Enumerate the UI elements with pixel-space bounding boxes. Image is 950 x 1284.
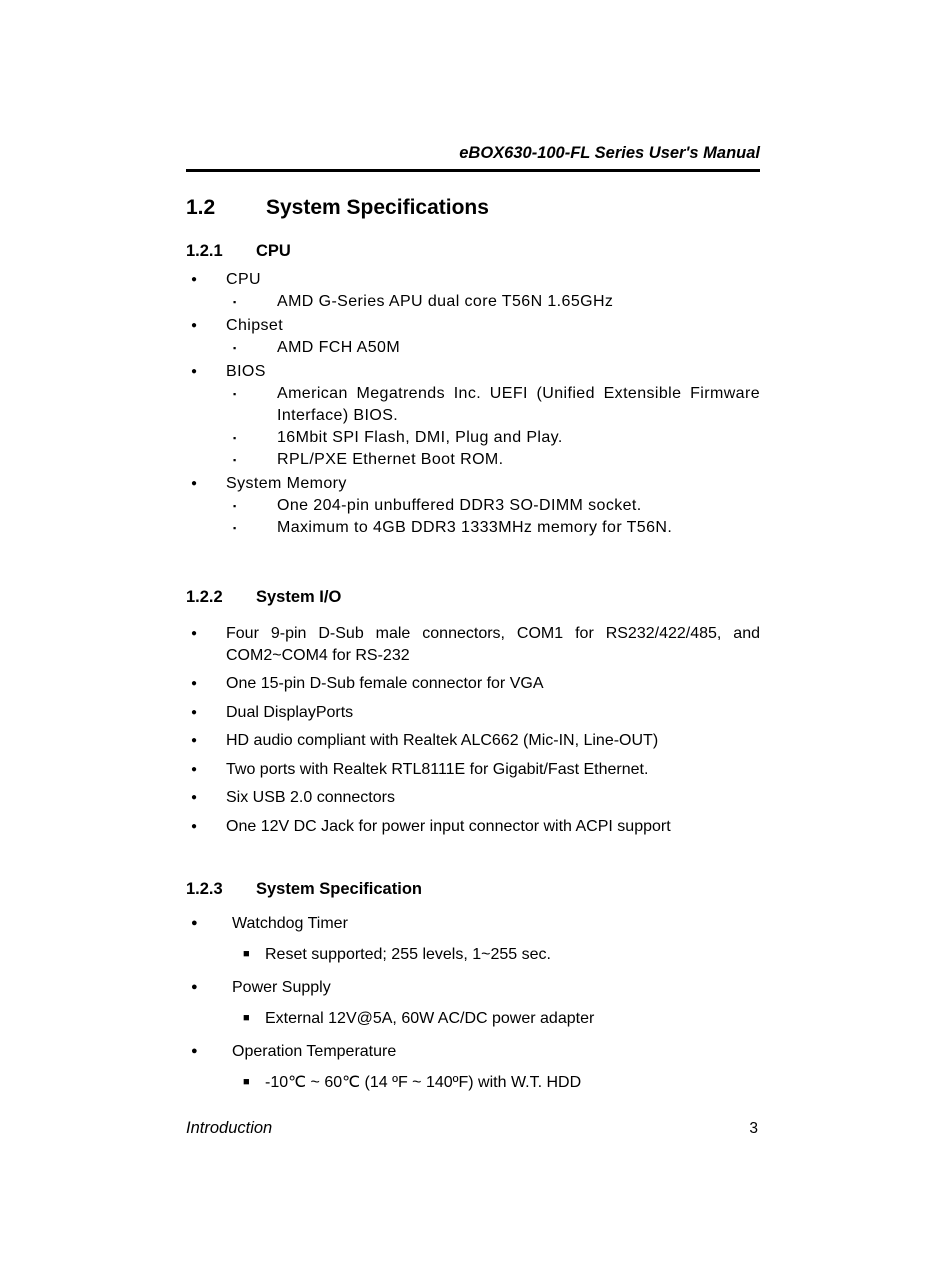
sub-list-item-text: One 204-pin unbuffered DDR3 SO-DIMM socket.	[277, 497, 642, 514]
list-item	[186, 361, 760, 383]
list-item-text: One 15-pin D-Sub female connector for VGA	[226, 675, 544, 692]
list-item-text: System Memory	[226, 475, 347, 492]
list-item-text: HD audio compliant with Realtek ALC662 (Mic-IN, Line-OUT)	[226, 732, 659, 749]
sub-list-item	[186, 1072, 760, 1093]
subsection-1.2.2	[186, 587, 760, 837]
list-item	[186, 759, 760, 781]
sub-list-item	[186, 383, 760, 427]
header-rule	[186, 169, 760, 172]
sub-list-item-text: Reset supported; 255 levels, 1~255 sec.	[265, 946, 551, 963]
list-item	[186, 702, 760, 724]
bullet-icon: ●	[191, 763, 198, 775]
sub-bullet-icon: ▪	[233, 343, 237, 353]
page-footer	[186, 1119, 758, 1138]
bullet-icon: ●	[191, 478, 198, 489]
bullet-icon: ●	[191, 628, 198, 639]
sub-bullet-icon: ▪	[233, 501, 237, 511]
sub-list-item-text: RPL/PXE Ethernet Boot ROM.	[277, 451, 504, 468]
subsection-1.2.1	[186, 241, 760, 539]
list-item	[186, 269, 760, 291]
subsection-1.2.3	[186, 879, 760, 1093]
bullet-icon: ●	[191, 274, 198, 285]
sub-list-item-text: External 12V@5A, 60W AC/DC power adapter	[265, 1010, 595, 1027]
bullet-icon: ●	[191, 678, 198, 689]
bullet-icon: ●	[191, 735, 198, 746]
sub-list-item-text: 16Mbit SPI Flash, DMI, Plug and Play.	[277, 429, 563, 446]
section-title-text: System Specifications	[266, 196, 489, 219]
sub-list-item	[186, 291, 760, 313]
subsection-number: 1.2.2	[186, 588, 223, 606]
section-number: 1.2	[186, 196, 216, 219]
list-item	[186, 1041, 760, 1062]
subsection-number: 1.2.1	[186, 242, 223, 260]
bullet-icon: ●	[191, 792, 198, 803]
sub-list-item	[186, 944, 760, 965]
sub-bullet-icon: ■	[243, 1076, 250, 1088]
subsection-title: CPU	[256, 242, 291, 260]
sub-list-item-text: AMD G-Series APU dual core T56N 1.65GHz	[277, 293, 614, 310]
sub-list-item	[186, 517, 760, 539]
sub-list-item-text: -10℃ ~ 60℃ (14 ºF ~ 140ºF) with W.T. HDD	[265, 1074, 582, 1091]
list-item-text: Operation Temperature	[232, 1043, 397, 1060]
bullet-icon: ●	[191, 320, 198, 331]
list-item-text: One 12V DC Jack for power input connector with ACPI support	[226, 817, 671, 835]
list-item	[186, 730, 760, 752]
list-item	[186, 913, 760, 934]
sub-bullet-icon: ▪	[233, 433, 237, 443]
sub-list-item	[186, 1008, 760, 1029]
subsection-title: System Specification	[256, 880, 422, 898]
bullet-icon: ●	[191, 917, 198, 929]
subsection-heading	[186, 241, 760, 261]
list-item-text: Dual DisplayPorts	[226, 703, 354, 721]
sub-list-item	[186, 449, 760, 471]
subsections	[186, 241, 760, 1093]
sub-list-item-text: American Megatrends Inc. UEFI (Unified Extensible Firmware Interface) BIOS.	[277, 385, 760, 424]
list-item-text: Power Supply	[232, 979, 331, 996]
sub-bullet-icon: ▪	[233, 523, 237, 533]
sub-list-item	[186, 337, 760, 359]
list-item-text: Four 9-pin D-Sub male connectors, COM1 for RS232/422/485, and COM2~COM4 for RS-232	[226, 625, 760, 664]
list-item-text: BIOS	[226, 363, 266, 380]
bullet-icon: ●	[191, 1045, 198, 1057]
page-number: 3	[749, 1120, 758, 1137]
bullet-icon: ●	[191, 706, 198, 718]
bullet-icon: ●	[191, 981, 198, 993]
list-item	[186, 977, 760, 998]
subsection-heading	[186, 587, 760, 607]
document-header: eBOX630-100-FL Series User's Manual	[459, 144, 760, 162]
list-item	[186, 816, 760, 838]
list-item-text: Chipset	[226, 317, 284, 334]
sub-bullet-icon: ■	[243, 1012, 250, 1024]
footer-chapter-label: Introduction	[186, 1119, 273, 1137]
sub-list-item-text: AMD FCH A50M	[277, 339, 401, 356]
list-item	[186, 787, 760, 809]
subsection-heading	[186, 879, 760, 899]
list-item	[186, 473, 760, 495]
subsection-title: System I/O	[256, 588, 342, 606]
sub-bullet-icon: ▪	[233, 297, 237, 307]
sub-bullet-icon: ■	[243, 948, 250, 960]
list-item	[186, 623, 760, 666]
list-item-text: CPU	[226, 271, 261, 288]
list-item-text: Two ports with Realtek RTL8111E for Gigabit/Fast Ethernet.	[226, 760, 649, 778]
sub-bullet-icon: ▪	[233, 389, 237, 399]
bullet-icon: ●	[191, 820, 198, 832]
list-item	[186, 315, 760, 337]
sub-list-item-text: Maximum to 4GB DDR3 1333MHz memory for T56N.	[277, 519, 673, 536]
sub-bullet-icon: ▪	[233, 455, 237, 465]
list-item	[186, 673, 760, 695]
sub-list-item	[186, 427, 760, 449]
bullet-icon: ●	[191, 366, 198, 377]
subsection-number: 1.2.3	[186, 880, 223, 898]
section-title	[186, 195, 760, 221]
sub-list-item	[186, 495, 760, 517]
list-item-text: Six USB 2.0 connectors	[226, 789, 395, 806]
list-item-text: Watchdog Timer	[232, 915, 348, 932]
